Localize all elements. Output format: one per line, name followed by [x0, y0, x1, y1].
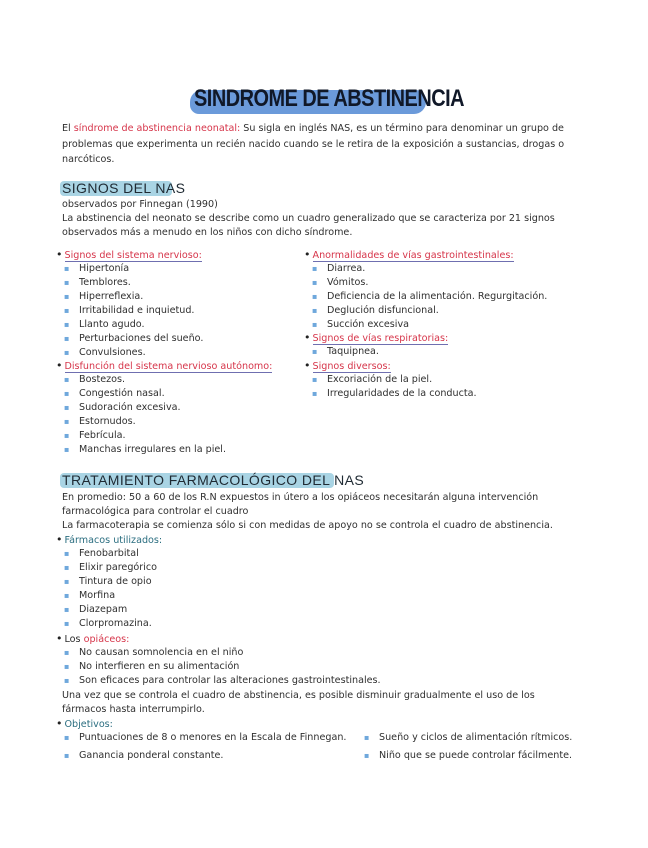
list-item: ▪ Niño que se puede controlar fácilmente.: [362, 749, 572, 763]
list-item: ▪ No interfieren en su alimentación: [62, 660, 381, 674]
title-block: [194, 84, 519, 114]
list-item: ▪ Temblores.: [62, 276, 203, 290]
closing-line: Una vez que se controla el cuadro de abstinencia, es posible disminuir gradualmente el uso de los: [62, 690, 535, 701]
intro-term: síndrome de abstinencia neonatal:: [73, 123, 241, 134]
category-farmacos: • Fármacos utilizados:: [56, 533, 163, 546]
intro-body: Su sigla en inglés NAS, es un término para denominar un grupo de problemas que experimenta un recién nacido cuando se le retira de la exposición a sustancias, drogas o narcóticos.: [62, 123, 565, 165]
list-item: ▪ Estornudos.: [62, 415, 226, 429]
list-objetivos-left: [62, 731, 346, 763]
category-opiaceos: • Los opiáceos:: [56, 632, 130, 645]
list-item: ▪ Fenobarbital: [62, 547, 157, 561]
list-item: ▪ Son eficaces para controlar las alteraciones gastrointestinales.: [62, 674, 381, 688]
signos-heading: SIGNOS DEL NAS: [62, 180, 186, 196]
list-item: ▪ No causan somnolencia en el niño: [62, 646, 381, 660]
category-label: Objetivos:: [64, 719, 113, 730]
list-item: ▪ Bostezos.: [62, 373, 226, 387]
list-item: ▪ Irritabilidad e inquietud.: [62, 304, 203, 318]
signos-line: La abstinencia del neonato se describe como un cuadro generalizado que se caracteriza por 21 signos: [62, 213, 555, 224]
category-label: Signos diversos:: [312, 361, 391, 372]
list-objetivos-right: [362, 731, 572, 763]
tratamiento-heading-block: [62, 470, 364, 490]
signos-line: observados por Finnegan (1990): [62, 199, 218, 210]
category-gastro: • Anormalidades de vías gastrointestinales:: [304, 248, 514, 261]
tratamiento-line: En promedio: 50 a 60 de los R.N expuestos in útero a los opiáceos necesitarán alguna intervención: [62, 492, 539, 503]
list-item: ▪ Congestión nasal.: [62, 387, 226, 401]
list-item: ▪ Sueño y ciclos de alimentación rítmicos.: [362, 731, 572, 745]
list-autonomo: [62, 373, 226, 457]
category-label: Signos de vías respiratorias:: [312, 333, 449, 344]
list-item: ▪ Convulsiones.: [62, 346, 203, 360]
list-item: ▪ Vómitos.: [310, 276, 547, 290]
tratamiento-line: farmacológica para controlar el cuadro: [62, 506, 249, 517]
category-label: Disfunción del sistema nervioso autónomo:: [64, 361, 273, 372]
category-prefix: Los: [64, 634, 84, 645]
list-item: ▪ Tintura de opio: [62, 575, 157, 589]
list-item: ▪ Diazepam: [62, 603, 157, 617]
list-gastro: [310, 262, 547, 332]
category-respiratorias: • Signos de vías respiratorias:: [304, 331, 449, 344]
list-item: ▪ Excoriación de la piel.: [310, 373, 477, 387]
list-item: ▪ Sudoración excesiva.: [62, 401, 226, 415]
list-item: ▪ Ganancia ponderal constante.: [62, 749, 346, 763]
signos-heading-block: [62, 178, 185, 198]
category-objetivos: • Objetivos:: [56, 717, 113, 730]
list-item: ▪ Hipertonía: [62, 262, 203, 276]
list-diversos: [310, 373, 477, 401]
category-label: Anormalidades de vías gastrointestinales:: [312, 250, 514, 261]
list-item: ▪ Perturbaciones del sueño.: [62, 332, 203, 346]
list-item: ▪ Puntuaciones de 8 o menores en la Escala de Finnegan.: [62, 731, 346, 745]
category-label: Signos del sistema nervioso:: [64, 250, 202, 261]
closing-line: fármacos hasta interrumpirlo.: [62, 704, 205, 715]
list-item: ▪ Irregularidades de la conducta.: [310, 387, 477, 401]
list-item: ▪ Clorpromazina.: [62, 617, 157, 631]
list-opiaceos: [62, 646, 381, 688]
list-respiratorias: [310, 345, 379, 359]
page-title: SINDROME DE ABSTINENCIA: [194, 85, 465, 112]
tratamiento-heading: TRATAMIENTO FARMACOLÓGICO DEL NAS: [62, 472, 365, 488]
list-item: ▪ Succión excesiva: [310, 318, 547, 332]
list-farmacos: [62, 547, 157, 631]
signos-line: observados más a menudo en los niños con dicho síndrome.: [62, 227, 353, 238]
list-item: ▪ Diarrea.: [310, 262, 547, 276]
intro-paragraph: [62, 121, 584, 168]
category-nervioso: • Signos del sistema nervioso:: [56, 248, 202, 261]
list-item: ▪ Llanto agudo.: [62, 318, 203, 332]
category-label: Fármacos utilizados:: [64, 535, 163, 546]
list-item: ▪ Hiperreflexia.: [62, 290, 203, 304]
tratamiento-line: La farmacoterapia se comienza sólo si con medidas de apoyo no se controla el cuadro de abstinencia.: [62, 520, 553, 531]
category-label: opiáceos:: [83, 634, 130, 645]
intro-prefix: El: [62, 123, 74, 134]
list-nervioso: [62, 262, 203, 360]
category-autonomo: • Disfunción del sistema nervioso autónomo:: [56, 359, 273, 372]
category-diversos: • Signos diversos:: [304, 359, 391, 372]
list-item: ▪ Deficiencia de la alimentación. Regurgitación.: [310, 290, 547, 304]
list-item: ▪ Febrícula.: [62, 429, 226, 443]
list-item: ▪ Morfina: [62, 589, 157, 603]
list-item: ▪ Elixir paregórico: [62, 561, 157, 575]
list-item: ▪ Deglución disfuncional.: [310, 304, 547, 318]
list-item: ▪ Taquipnea.: [310, 345, 379, 359]
list-item: ▪ Manchas irregulares en la piel.: [62, 443, 226, 457]
